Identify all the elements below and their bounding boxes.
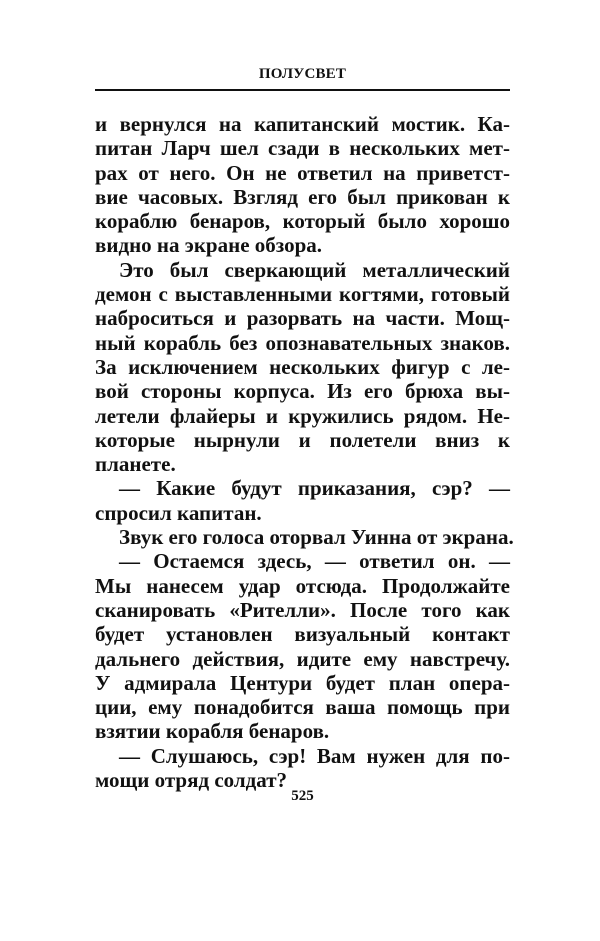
text-line: вой стороны корпуса. Из его брюха вы- [95, 379, 510, 404]
text-line: ный корабль без опознавательных знаков. [95, 330, 510, 355]
text-line: планете. [95, 452, 176, 477]
text-line: Мы нанесем удар отсюда. Продолжайте [95, 573, 510, 598]
text-line: и вернулся на капитанский мостик. Ка- [95, 112, 510, 136]
text-line: спросил капитан. [95, 500, 262, 525]
text-line: вие часовых. Взгляд его был прикован к [95, 184, 510, 209]
text-line: ции, ему понадобится ваша помощь при [95, 695, 510, 720]
text-line: — Слушаюсь, сэр! Вам нужен для по- [119, 743, 510, 768]
running-head: ПОЛУСВЕТ [258, 66, 347, 82]
book-page [95, 0, 514, 941]
text-line: наброситься и разорвать на части. Мощ- [95, 306, 510, 331]
text-line: Звук его голоса оторвал Уинна от экрана. [119, 525, 514, 550]
text-line: — Остаемся здесь, — ответил он. — [119, 549, 510, 574]
text-line: сканировать «Рителли». После того как [95, 597, 510, 622]
text-line: будет установлен визуальный контакт [95, 622, 510, 647]
text-line: мощи отряд солдат? [95, 768, 288, 793]
body-text [95, 112, 514, 793]
text-line: Это был сверкающий металлический [119, 257, 510, 282]
text-line: питан Ларч шел сзади в нескольких мет- [95, 136, 510, 161]
text-line: рах от него. Он не ответил на приветст- [95, 160, 510, 185]
text-line: — Какие будут приказания, сэр? — [119, 476, 510, 501]
text-line: летели флайеры и кружились рядом. Не- [95, 403, 510, 428]
text-line: кораблю бенаров, который было хорошо [95, 209, 510, 234]
header-rule [95, 89, 510, 91]
text-line: взятии корабля бенаров. [95, 719, 330, 744]
page-number: 525 [291, 788, 314, 804]
text-line: которые нырнули и полетели вниз к [95, 427, 510, 452]
text-line: видно на экране обзора. [95, 233, 323, 258]
text-line: За исключением нескольких фигур с ле- [95, 354, 510, 379]
text-line: демон с выставленными когтями, готовый [95, 282, 510, 307]
text-line: дальнего действия, идите ему навстречу. [95, 646, 510, 671]
text-line: У адмирала Центури будет план опера- [95, 670, 510, 695]
